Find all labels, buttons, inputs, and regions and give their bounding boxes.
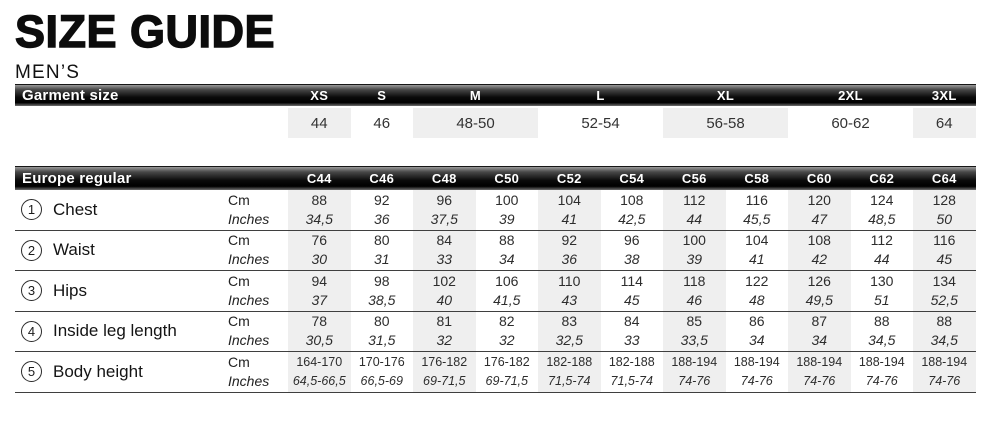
garment-size-value-3: 52-54 [581,114,620,132]
measure-row-label [15,361,228,382]
cm-value: 116 [745,191,768,208]
cm-value: 106 [495,272,519,289]
measure-value-cell [851,190,914,230]
measure-value-cell [288,190,351,230]
cm-value: 88 [311,191,328,208]
unit-labels [228,353,288,391]
cm-value: 76 [311,232,328,249]
inches-value: 36 [373,210,390,227]
garment-size-header-0: XS [310,88,329,103]
garment-size-header-4: XL [716,88,735,103]
measure-column-header-6: C56 [681,171,707,186]
inches-value: 74-76 [803,373,836,388]
inches-value: 41 [748,251,765,268]
cm-value: 164-170 [296,354,343,369]
page-title: SIZE GUIDE [15,6,276,57]
inches-value: 44 [873,251,890,268]
measure-value-cell [288,231,351,271]
measure-row-label [15,280,228,301]
measure-value-cell [476,271,539,311]
measure-value-cell [913,271,976,311]
cm-value: 100 [682,232,706,249]
measure-value-cell [726,312,789,352]
inches-value: 38 [623,251,640,268]
cm-value: 86 [748,313,765,330]
cm-value: 96 [436,191,453,208]
unit-inches-label: Inches [228,291,270,308]
cm-value: 100 [495,191,519,208]
garment-value-spacer [15,108,288,138]
measure-column-header-0: C44 [306,171,332,186]
measure-row-label [15,199,228,220]
measure-value-cell [351,352,414,392]
unit-labels [228,312,288,350]
measure-value-cell [538,271,601,311]
measure-column-header-1: C46 [369,171,395,186]
unit-labels [228,231,288,269]
cm-value: 83 [561,313,578,330]
measure-value-cell [663,312,726,352]
measure-value-cell [788,352,851,392]
cm-value: 102 [432,272,456,289]
measure-value-cell [601,271,664,311]
row-name: Waist [53,240,95,260]
measure-column-header-10: C64 [931,171,957,186]
measure-value-cell [538,352,601,392]
measure-value-cell [413,352,476,392]
measure-value-cell [913,312,976,352]
cm-value: 128 [932,191,956,208]
cm-value: 182-188 [608,354,655,369]
cm-value: 114 [620,272,643,289]
measure-value-cell [601,190,664,230]
inches-value: 37 [311,291,328,308]
row-number-badge: 2 [21,240,42,261]
cm-value: 94 [311,272,328,289]
inches-value: 49,5 [805,291,833,308]
garment-size-value-2: 48-50 [413,108,538,138]
inches-value: 74-76 [740,373,773,388]
garment-size-header-2: M [469,88,482,103]
inches-value: 69-71,5 [423,373,466,388]
measure-rows [15,190,978,393]
garment-size-value-0: 44 [288,108,351,138]
measure-value-cell [288,271,351,311]
inches-value: 51 [873,291,890,308]
cm-value: 80 [373,313,390,330]
garment-size-header-5: 2XL [838,88,863,103]
cm-value: 176-182 [483,354,530,369]
cm-value: 104 [557,191,581,208]
cm-value: 126 [807,272,831,289]
cm-value: 80 [373,232,390,249]
cm-value: 78 [311,313,328,330]
measure-row-chest [15,190,976,231]
inches-value: 52,5 [930,291,958,308]
inches-value: 74-76 [678,373,711,388]
inches-value: 33,5 [680,332,708,349]
inches-value: 46 [686,291,703,308]
garment-size-header-1: S [377,88,387,103]
cm-value: 176-182 [421,354,468,369]
unit-inches-label: Inches [228,332,270,349]
measure-row-inside-leg-length [15,312,976,353]
measure-value-cell [601,352,664,392]
measure-row-label [15,321,228,342]
row-name: Chest [53,199,98,219]
inches-value: 37,5 [430,210,458,227]
inches-value: 48 [748,291,765,308]
inches-value: 34 [748,332,765,349]
cm-value: 134 [932,272,956,289]
cm-value: 108 [620,191,644,208]
row-name: Hips [53,280,88,300]
inches-value: 34 [498,251,515,268]
unit-cm-label: Cm [228,191,250,208]
inches-value: 71,5-74 [610,373,653,388]
measure-header-label: Europe regular [22,170,132,187]
inches-value: 30,5 [305,332,333,349]
inches-value: 71,5-74 [548,373,591,388]
cm-value: 188-194 [671,354,718,369]
inches-value: 64,5-66,5 [292,373,346,388]
cm-value: 182-188 [546,354,593,369]
measure-value-cell [851,231,914,271]
measure-value-cell [726,190,789,230]
inches-value: 44 [686,210,703,227]
measure-value-cell [476,312,539,352]
inches-value: 33 [623,332,640,349]
unit-inches-label: Inches [228,210,270,227]
garment-size-value-5: 60-62 [831,114,870,132]
measure-value-cell [913,352,976,392]
garment-size-header-3: L [596,88,605,103]
cm-value: 112 [870,232,893,249]
cm-value: 130 [870,272,894,289]
inches-value: 39 [498,210,515,227]
cm-value: 88 [873,313,890,330]
cm-value: 84 [623,313,640,330]
inches-value: 36 [561,251,578,268]
inches-value: 34 [811,332,828,349]
cm-value: 104 [745,232,769,249]
inches-value: 41 [561,210,578,227]
measure-row-hips [15,271,976,312]
garment-size-table [15,84,978,138]
europe-regular-table [15,166,978,393]
inches-value: 45,5 [743,210,771,227]
cm-value: 82 [498,313,515,330]
measure-column-header-4: C52 [556,171,582,186]
cm-value: 124 [870,191,894,208]
row-number-badge: 5 [21,361,42,382]
inches-value: 69-71,5 [485,373,528,388]
measure-value-cell [413,190,476,230]
inches-value: 31 [373,251,390,268]
measure-value-cell [663,352,726,392]
measure-value-cell [788,190,851,230]
inches-value: 42,5 [618,210,646,227]
garment-header-row [15,84,976,106]
cm-value: 87 [811,313,828,330]
measure-header-row [15,166,976,190]
garment-size-value-1: 46 [373,114,391,132]
inches-value: 48,5 [868,210,896,227]
inches-value: 34,5 [305,210,333,227]
unit-cm-label: Cm [228,313,250,330]
measure-value-cell [663,190,726,230]
inches-value: 41,5 [493,291,521,308]
inches-value: 32 [436,332,453,349]
measure-value-cell [538,190,601,230]
measure-value-cell [476,190,539,230]
garment-size-value-6: 64 [913,108,976,138]
measure-value-cell [663,231,726,271]
unit-cm-label: Cm [228,353,250,370]
cm-value: 108 [807,232,831,249]
inches-value: 34,5 [930,332,958,349]
row-number-badge: 4 [21,321,42,342]
unit-cm-label: Cm [228,232,250,249]
unit-cm-label: Cm [228,272,250,289]
measure-value-cell [413,231,476,271]
measure-value-cell [351,312,414,352]
row-name: Body height [53,361,143,381]
measure-row-label [15,240,228,261]
cm-value: 122 [745,272,769,289]
inches-value: 74-76 [865,373,898,388]
inches-value: 34,5 [868,332,896,349]
inches-value: 32 [498,332,515,349]
cm-value: 98 [373,272,390,289]
inches-value: 74-76 [928,373,961,388]
measure-value-cell [288,352,351,392]
measure-value-cell [601,231,664,271]
inches-value: 31,5 [368,332,396,349]
measure-value-cell [663,271,726,311]
measure-column-header-5: C54 [619,171,645,186]
cm-value: 188-194 [796,354,843,369]
measure-value-cell [476,231,539,271]
garment-header-label: Garment size [22,87,119,104]
cm-value: 116 [933,232,956,249]
garment-size-header-6: 3XL [931,88,957,103]
measure-row-body-height [15,352,976,393]
inches-value: 32,5 [555,332,583,349]
measure-row-waist [15,231,976,272]
measure-value-cell [851,352,914,392]
measure-value-cell [726,271,789,311]
measure-column-header-7: C58 [744,171,770,186]
inches-value: 43 [561,291,578,308]
measure-value-cell [788,312,851,352]
measure-value-cell [538,231,601,271]
measure-value-cell [726,231,789,271]
cm-value: 84 [436,232,453,249]
page-subtitle: MEN’S [15,62,81,83]
row-name: Inside leg length [53,321,177,341]
measure-value-cell [538,312,601,352]
measure-column-header-3: C50 [494,171,520,186]
cm-value: 88 [936,313,953,330]
cm-value: 92 [561,232,578,249]
measure-value-cell [851,312,914,352]
row-number-badge: 1 [21,199,42,220]
inches-value: 39 [686,251,703,268]
cm-value: 85 [686,313,703,330]
garment-value-row [15,108,976,138]
measure-value-cell [913,190,976,230]
measure-value-cell [351,271,414,311]
measure-value-cell [413,312,476,352]
measure-value-cell [476,352,539,392]
unit-labels [228,191,288,229]
cm-value: 120 [807,191,831,208]
measure-column-header-8: C60 [806,171,832,186]
garment-size-value-4: 56-58 [663,108,788,138]
inches-value: 33 [436,251,453,268]
inches-value: 40 [436,291,453,308]
inches-value: 45 [936,251,953,268]
measure-value-cell [913,231,976,271]
measure-value-cell [788,231,851,271]
measure-value-cell [726,352,789,392]
measure-value-cell [601,312,664,352]
cm-value: 170-176 [358,354,405,369]
measure-column-header-9: C62 [869,171,895,186]
cm-value: 110 [558,272,581,289]
cm-value: 112 [683,191,706,208]
inches-value: 47 [811,210,828,227]
cm-value: 92 [373,191,390,208]
measure-column-header-2: C48 [431,171,457,186]
inches-value: 38,5 [368,291,396,308]
cm-value: 88 [498,232,515,249]
unit-inches-label: Inches [228,251,270,268]
cm-value: 96 [623,232,640,249]
measure-value-cell [413,271,476,311]
inches-value: 30 [311,251,328,268]
inches-value: 50 [936,210,953,227]
cm-value: 188-194 [733,354,780,369]
inches-value: 42 [811,251,828,268]
row-number-badge: 3 [21,280,42,301]
measure-value-cell [288,312,351,352]
cm-value: 118 [683,272,706,289]
measure-value-cell [788,271,851,311]
unit-inches-label: Inches [228,372,270,389]
unit-labels [228,272,288,310]
measure-value-cell [851,271,914,311]
measure-value-cell [351,190,414,230]
measure-value-cell [351,231,414,271]
inches-value: 45 [623,291,640,308]
inches-value: 66,5-69 [360,373,403,388]
cm-value: 81 [436,313,453,330]
cm-value: 188-194 [921,354,968,369]
cm-value: 188-194 [858,354,905,369]
